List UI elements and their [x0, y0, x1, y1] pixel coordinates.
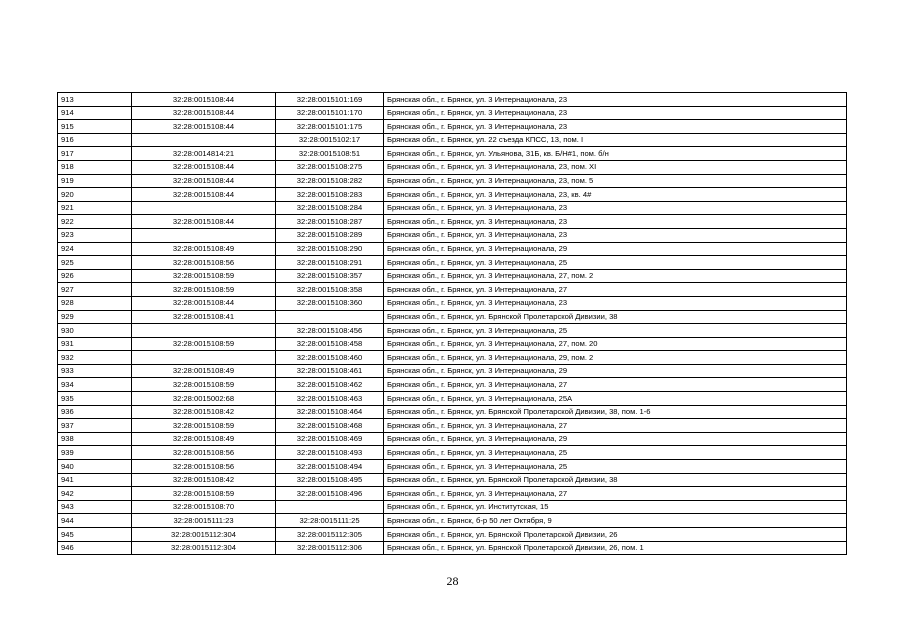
parcel-cadastral-number-cell: 32:28:0015108:44	[132, 215, 276, 229]
object-cadastral-number-cell: 32:28:0015108:283	[276, 188, 384, 202]
row-number-cell: 944	[58, 514, 132, 528]
address-cell: Брянская обл., г. Брянск, ул. 3 Интернационала, 29	[384, 364, 847, 378]
address-cell: Брянская обл., г. Брянск, б-р 50 лет Октября, 9	[384, 514, 847, 528]
address-cell: Брянская обл., г. Брянск, ул. 3 Интернационала, 23	[384, 106, 847, 120]
object-cadastral-number-cell: 32:28:0015102:17	[276, 133, 384, 147]
address-cell: Брянская обл., г. Брянск, ул. 3 Интернационала, 25А	[384, 392, 847, 406]
parcel-cadastral-number-cell: 32:28:0015108:59	[132, 337, 276, 351]
address-cell: Брянская обл., г. Брянск, ул. 3 Интернационала, 29, пом. 2	[384, 351, 847, 365]
table-row	[58, 93, 847, 107]
object-cadastral-number-cell: 32:28:0015108:51	[276, 147, 384, 161]
row-number-cell: 913	[58, 93, 132, 107]
object-cadastral-number-cell: 32:28:0015108:284	[276, 201, 384, 215]
table-row	[58, 432, 847, 446]
table-row	[58, 215, 847, 229]
parcel-cadastral-number-cell: 32:28:0015108:49	[132, 432, 276, 446]
address-cell: Брянская обл., г. Брянск, ул. 3 Интернационала, 25	[384, 324, 847, 338]
row-number-cell: 916	[58, 133, 132, 147]
object-cadastral-number-cell: 32:28:0015108:458	[276, 337, 384, 351]
parcel-cadastral-number-cell: 32:28:0015108:59	[132, 378, 276, 392]
row-number-cell: 921	[58, 201, 132, 215]
table-row	[58, 242, 847, 256]
object-cadastral-number-cell: 32:28:0015101:170	[276, 106, 384, 120]
address-cell: Брянская обл., г. Брянск, ул. Брянской Пролетарской Дивизии, 38	[384, 310, 847, 324]
table-row	[58, 228, 847, 242]
address-cell: Брянская обл., г. Брянск, ул. 3 Интернационала, 25	[384, 460, 847, 474]
row-number-cell: 924	[58, 242, 132, 256]
row-number-cell: 928	[58, 296, 132, 310]
parcel-cadastral-number-cell: 32:28:0015108:59	[132, 269, 276, 283]
object-cadastral-number-cell: 32:28:0015108:460	[276, 351, 384, 365]
object-cadastral-number-cell: 32:28:0015108:469	[276, 432, 384, 446]
row-number-cell: 935	[58, 392, 132, 406]
table-row	[58, 160, 847, 174]
object-cadastral-number-cell: 32:28:0015108:495	[276, 473, 384, 487]
parcel-cadastral-number-cell: 32:28:0015108:44	[132, 106, 276, 120]
address-cell: Брянская обл., г. Брянск, ул. 3 Интернационала, 27	[384, 283, 847, 297]
row-number-cell: 914	[58, 106, 132, 120]
table-row	[58, 283, 847, 297]
address-cell: Брянская обл., г. Брянск, ул. 3 Интернационала, 27, пом. 2	[384, 269, 847, 283]
address-cell: Брянская обл., г. Брянск, ул. 22 съезда КПСС, 13, пом. I	[384, 133, 847, 147]
table-row	[58, 460, 847, 474]
object-cadastral-number-cell: 32:28:0015108:358	[276, 283, 384, 297]
address-cell: Брянская обл., г. Брянск, ул. 3 Интернационала, 27, пом. 20	[384, 337, 847, 351]
object-cadastral-number-cell: 32:28:0015111:25	[276, 514, 384, 528]
address-cell: Брянская обл., г. Брянск, ул. 3 Интернационала, 25	[384, 446, 847, 460]
parcel-cadastral-number-cell: 32:28:0015111:23	[132, 514, 276, 528]
table-row	[58, 188, 847, 202]
parcel-cadastral-number-cell: 32:28:0015108:44	[132, 188, 276, 202]
row-number-cell: 939	[58, 446, 132, 460]
table-row	[58, 392, 847, 406]
parcel-cadastral-number-cell: 32:28:0015108:56	[132, 256, 276, 270]
table-row	[58, 351, 847, 365]
object-cadastral-number-cell: 32:28:0015112:306	[276, 541, 384, 555]
table-row	[58, 147, 847, 161]
row-number-cell: 929	[58, 310, 132, 324]
object-cadastral-number-cell	[276, 500, 384, 514]
parcel-cadastral-number-cell	[132, 351, 276, 365]
address-cell: Брянская обл., г. Брянск, ул. 3 Интернационала, 29	[384, 242, 847, 256]
parcel-cadastral-number-cell: 32:28:0014814:21	[132, 147, 276, 161]
table-row	[58, 541, 847, 555]
table-row	[58, 106, 847, 120]
parcel-cadastral-number-cell: 32:28:0015108:42	[132, 473, 276, 487]
parcel-cadastral-number-cell: 32:28:0015108:42	[132, 405, 276, 419]
table-row	[58, 337, 847, 351]
row-number-cell: 933	[58, 364, 132, 378]
parcel-cadastral-number-cell	[132, 133, 276, 147]
table-row	[58, 120, 847, 134]
address-cell: Брянская обл., г. Брянск, ул. Брянской Пролетарской Дивизии, 26	[384, 528, 847, 542]
address-cell: Брянская обл., г. Брянск, ул. 3 Интернационала, 27	[384, 419, 847, 433]
row-number-cell: 936	[58, 405, 132, 419]
address-cell: Брянская обл., г. Брянск, ул. 3 Интернационала, 23	[384, 93, 847, 107]
table-row	[58, 405, 847, 419]
object-cadastral-number-cell: 32:28:0015108:290	[276, 242, 384, 256]
address-cell: Брянская обл., г. Брянск, ул. 3 Интернационала, 29	[384, 432, 847, 446]
address-cell: Брянская обл., г. Брянск, ул. 3 Интернационала, 23	[384, 120, 847, 134]
object-cadastral-number-cell: 32:28:0015108:493	[276, 446, 384, 460]
row-number-cell: 918	[58, 160, 132, 174]
table-row	[58, 256, 847, 270]
parcel-cadastral-number-cell: 32:28:0015108:59	[132, 419, 276, 433]
object-cadastral-number-cell: 32:28:0015108:462	[276, 378, 384, 392]
parcel-cadastral-number-cell: 32:28:0015108:44	[132, 120, 276, 134]
parcel-cadastral-number-cell	[132, 228, 276, 242]
address-cell: Брянская обл., г. Брянск, ул. Брянской Пролетарской Дивизии, 38, пом. 1-6	[384, 405, 847, 419]
address-cell: Брянская обл., г. Брянск, ул. 3 Интернационала, 23	[384, 201, 847, 215]
address-cell: Брянская обл., г. Брянск, ул. 3 Интернационала, 23, пом. 5	[384, 174, 847, 188]
row-number-cell: 917	[58, 147, 132, 161]
table-row	[58, 269, 847, 283]
row-number-cell: 925	[58, 256, 132, 270]
parcel-cadastral-number-cell: 32:28:0015108:70	[132, 500, 276, 514]
address-cell: Брянская обл., г. Брянск, ул. 3 Интернационала, 27	[384, 487, 847, 501]
object-cadastral-number-cell: 32:28:0015108:291	[276, 256, 384, 270]
row-number-cell: 923	[58, 228, 132, 242]
table-row	[58, 500, 847, 514]
table-row	[58, 201, 847, 215]
address-cell: Брянская обл., г. Брянск, ул. 3 Интернационала, 23	[384, 215, 847, 229]
object-cadastral-number-cell: 32:28:0015108:360	[276, 296, 384, 310]
table-row	[58, 378, 847, 392]
row-number-cell: 937	[58, 419, 132, 433]
row-number-cell: 938	[58, 432, 132, 446]
object-cadastral-number-cell: 32:28:0015101:175	[276, 120, 384, 134]
object-cadastral-number-cell: 32:28:0015108:494	[276, 460, 384, 474]
object-cadastral-number-cell: 32:28:0015108:468	[276, 419, 384, 433]
row-number-cell: 934	[58, 378, 132, 392]
row-number-cell: 915	[58, 120, 132, 134]
object-cadastral-number-cell: 32:28:0015108:456	[276, 324, 384, 338]
parcel-cadastral-number-cell: 32:28:0015112:304	[132, 541, 276, 555]
parcel-cadastral-number-cell: 32:28:0015108:49	[132, 242, 276, 256]
object-cadastral-number-cell: 32:28:0015101:169	[276, 93, 384, 107]
table-row	[58, 364, 847, 378]
row-number-cell: 942	[58, 487, 132, 501]
table-row	[58, 514, 847, 528]
object-cadastral-number-cell: 32:28:0015108:463	[276, 392, 384, 406]
table-row	[58, 174, 847, 188]
address-cell: Брянская обл., г. Брянск, ул. 3 Интернационала, 27	[384, 378, 847, 392]
address-cell: Брянская обл., г. Брянск, ул. Институтская, 15	[384, 500, 847, 514]
object-cadastral-number-cell: 32:28:0015108:275	[276, 160, 384, 174]
registry-table-body	[58, 93, 847, 555]
address-cell: Брянская обл., г. Брянск, ул. Ульянова, 31Б, кв. Б/Н#1, пом. б/н	[384, 147, 847, 161]
page-number: 28	[446, 574, 459, 588]
table-row	[58, 419, 847, 433]
table-row	[58, 473, 847, 487]
row-number-cell: 932	[58, 351, 132, 365]
object-cadastral-number-cell: 32:28:0015108:496	[276, 487, 384, 501]
parcel-cadastral-number-cell: 32:28:0015108:56	[132, 446, 276, 460]
cadastral-registry-table	[57, 92, 847, 555]
row-number-cell: 927	[58, 283, 132, 297]
object-cadastral-number-cell	[276, 310, 384, 324]
table-row	[58, 133, 847, 147]
parcel-cadastral-number-cell	[132, 201, 276, 215]
address-cell: Брянская обл., г. Брянск, ул. 3 Интернационала, 23	[384, 228, 847, 242]
row-number-cell: 941	[58, 473, 132, 487]
address-cell: Брянская обл., г. Брянск, ул. 3 Интернационала, 25	[384, 256, 847, 270]
parcel-cadastral-number-cell: 32:28:0015112:304	[132, 528, 276, 542]
row-number-cell: 940	[58, 460, 132, 474]
parcel-cadastral-number-cell: 32:28:0015108:49	[132, 364, 276, 378]
table-row	[58, 446, 847, 460]
object-cadastral-number-cell: 32:28:0015112:305	[276, 528, 384, 542]
row-number-cell: 926	[58, 269, 132, 283]
parcel-cadastral-number-cell	[132, 324, 276, 338]
row-number-cell: 920	[58, 188, 132, 202]
address-cell: Брянская обл., г. Брянск, ул. 3 Интернационала, 23	[384, 296, 847, 310]
object-cadastral-number-cell: 32:28:0015108:461	[276, 364, 384, 378]
table-row	[58, 487, 847, 501]
parcel-cadastral-number-cell: 32:28:0015108:59	[132, 487, 276, 501]
row-number-cell: 943	[58, 500, 132, 514]
row-number-cell: 922	[58, 215, 132, 229]
row-number-cell: 931	[58, 337, 132, 351]
parcel-cadastral-number-cell: 32:28:0015108:44	[132, 174, 276, 188]
object-cadastral-number-cell: 32:28:0015108:464	[276, 405, 384, 419]
parcel-cadastral-number-cell: 32:28:0015108:59	[132, 283, 276, 297]
parcel-cadastral-number-cell: 32:28:0015108:44	[132, 93, 276, 107]
row-number-cell: 930	[58, 324, 132, 338]
parcel-cadastral-number-cell: 32:28:0015108:44	[132, 160, 276, 174]
address-cell: Брянская обл., г. Брянск, ул. 3 Интернационала, 23, пом. XI	[384, 160, 847, 174]
row-number-cell: 919	[58, 174, 132, 188]
table-row	[58, 310, 847, 324]
object-cadastral-number-cell: 32:28:0015108:289	[276, 228, 384, 242]
object-cadastral-number-cell: 32:28:0015108:282	[276, 174, 384, 188]
parcel-cadastral-number-cell: 32:28:0015108:44	[132, 296, 276, 310]
parcel-cadastral-number-cell: 32:28:0015108:56	[132, 460, 276, 474]
object-cadastral-number-cell: 32:28:0015108:357	[276, 269, 384, 283]
table-row	[58, 324, 847, 338]
address-cell: Брянская обл., г. Брянск, ул. Брянской Пролетарской Дивизии, 38	[384, 473, 847, 487]
parcel-cadastral-number-cell: 32:28:0015002:68	[132, 392, 276, 406]
address-cell: Брянская обл., г. Брянск, ул. 3 Интернационала, 23, кв. 4#	[384, 188, 847, 202]
row-number-cell: 945	[58, 528, 132, 542]
row-number-cell: 946	[58, 541, 132, 555]
table-row	[58, 528, 847, 542]
address-cell: Брянская обл., г. Брянск, ул. Брянской Пролетарской Дивизии, 26, пом. 1	[384, 541, 847, 555]
parcel-cadastral-number-cell: 32:28:0015108:41	[132, 310, 276, 324]
object-cadastral-number-cell: 32:28:0015108:287	[276, 215, 384, 229]
table-row	[58, 296, 847, 310]
